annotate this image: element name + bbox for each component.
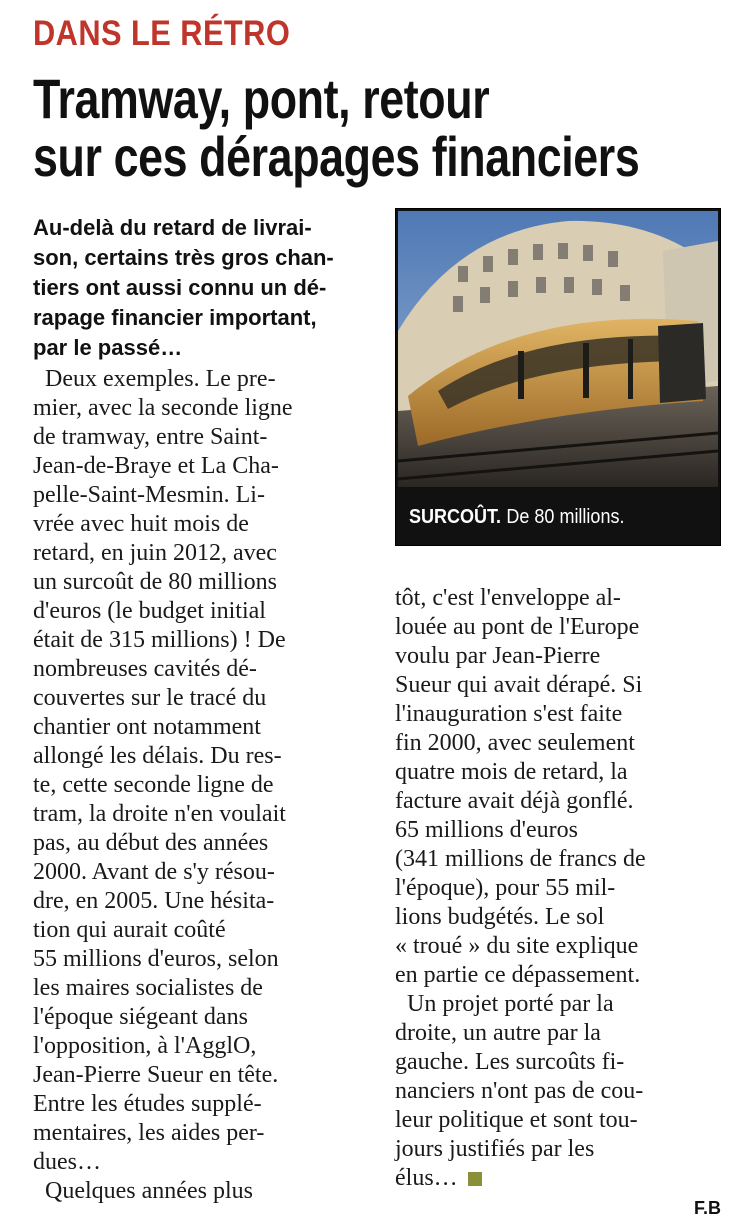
caption-text: De 80 millions. [506, 506, 625, 528]
text-line: l'inauguration s'est faite [395, 701, 623, 727]
lead-paragraph [33, 213, 363, 363]
lead-line: rapage financier important, [33, 305, 317, 330]
text-line: l'époque siégeant dans [33, 1004, 248, 1030]
text-line: lions budgétés. Le sol [395, 904, 605, 930]
article-column-2 [395, 584, 723, 1193]
text-line: dues… [33, 1149, 101, 1175]
text-line: Jean-de-Braye et La Cha- [33, 453, 279, 479]
text-line: Jean-Pierre Sueur en tête. [33, 1062, 279, 1088]
text-line: facture avait déjà gonflé. [395, 788, 634, 814]
text-line: louée au pont de l'Europe [395, 614, 640, 640]
text-line: retard, en juin 2012, avec [33, 540, 277, 566]
text-line: allongé les délais. Du res- [33, 743, 282, 769]
text-line: était de 315 millions) ! De [33, 627, 286, 653]
text-line: l'époque), pour 55 mil- [395, 875, 616, 901]
text-line: leur politique et sont tou- [395, 1107, 638, 1133]
text-line: en partie ce dépassement. [395, 962, 641, 988]
text-line: tôt, c'est l'enveloppe al- [395, 585, 621, 611]
article-column-1 [33, 365, 363, 1206]
text-line: nombreuses cavités dé- [33, 656, 257, 682]
text-line: Quelques années plus [33, 1178, 253, 1204]
text-line: fin 2000, avec seulement [395, 730, 635, 756]
text-line: de tramway, entre Saint- [33, 424, 268, 450]
text-line: 2000. Avant de s'y résou- [33, 859, 275, 885]
kicker: DANS LE RÉTRO [33, 14, 291, 53]
headline [33, 67, 641, 188]
end-of-article-mark [468, 1172, 482, 1186]
lead-line: par le passé… [33, 335, 183, 360]
text-line: 55 millions d'euros, selon [33, 946, 279, 972]
text-line: gauche. Les surcoûts fi- [395, 1049, 625, 1075]
lead-line: tiers ont aussi connu un dé- [33, 275, 327, 300]
text-line: « troué » du site explique [395, 933, 639, 959]
text-line: tion qui aurait coûté [33, 917, 226, 943]
text-line: l'opposition, à l'AgglO, [33, 1033, 257, 1059]
text-line: pas, au début des années [33, 830, 269, 856]
text-line: pelle-Saint-Mesmin. Li- [33, 482, 265, 508]
text-line: couvertes sur le tracé du [33, 685, 267, 711]
caption-label: SURCOÛT. [409, 506, 502, 528]
text-line: Entre les études supplé- [33, 1091, 262, 1117]
text-line: d'euros (le budget initial [33, 598, 266, 624]
text-line: quatre mois de retard, la [395, 759, 628, 785]
lead-line: son, certains très gros chan- [33, 245, 334, 270]
headline-line-2: sur ces dérapages financiers [33, 125, 640, 188]
headline-line-1: Tramway, pont, retour [33, 67, 490, 130]
text-line: te, cette seconde ligne de [33, 772, 274, 798]
text-line: (341 millions de francs de [395, 846, 646, 872]
text-line: Deux exemples. Le pre- [33, 366, 276, 392]
text-line: chantier ont notamment [33, 714, 261, 740]
text-line: vrée avec huit mois de [33, 511, 249, 537]
text-line: tram, la droite n'en voulait [33, 801, 286, 827]
photo-caption [409, 506, 624, 529]
text-line: nanciers n'ont pas de cou- [395, 1078, 644, 1104]
text-line: jours justifiés par les [395, 1136, 595, 1162]
text-line: voulu par Jean-Pierre [395, 643, 601, 669]
text-line: Sueur qui avait dérapé. Si [395, 672, 643, 698]
tramway-image [398, 211, 718, 487]
text-line: un surcoût de 80 millions [33, 569, 277, 595]
byline: F.B [694, 1198, 721, 1218]
tramway-photo [395, 208, 721, 546]
text-line: 65 millions d'euros [395, 817, 578, 843]
text-line: Un projet porté par la [395, 991, 614, 1017]
lead-line: Au-delà du retard de livrai- [33, 215, 312, 240]
text-line: les maires socialistes de [33, 975, 263, 1001]
text-line: droite, un autre par la [395, 1020, 601, 1046]
text-line: élus… [395, 1164, 723, 1193]
text-line: mier, avec la seconde ligne [33, 395, 293, 421]
text-line: mentaires, les aides per- [33, 1120, 265, 1146]
text-line: dre, en 2005. Une hésita- [33, 888, 275, 914]
